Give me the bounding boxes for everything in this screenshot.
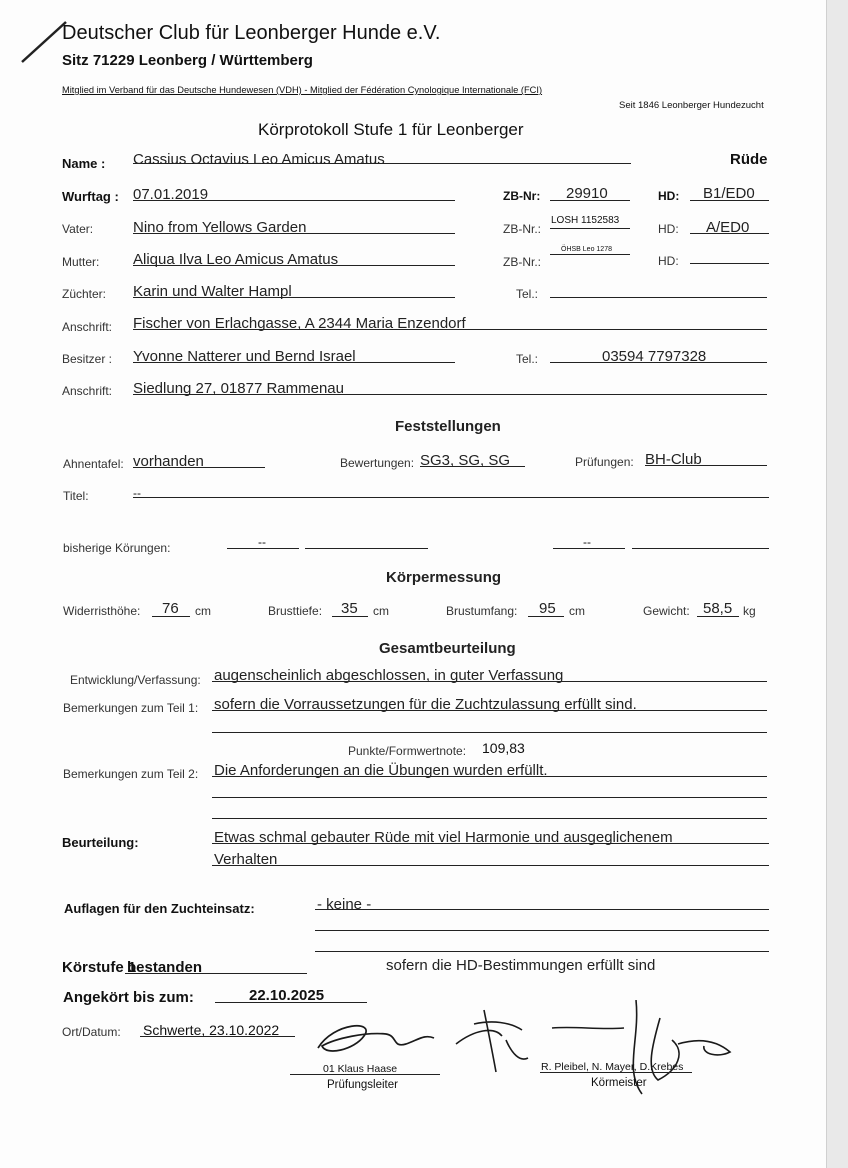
remarks-part2-line-2 <box>212 797 767 798</box>
dog-name: Cassius Octavius Leo Amicus Amatus <box>133 151 385 168</box>
requirements-value: - keine - <box>317 896 372 913</box>
breeder-tel-line <box>550 297 767 298</box>
remarks-part2-line-1 <box>212 776 767 777</box>
chest-depth-unit: cm <box>373 604 389 618</box>
breeder-address: Fischer von Erlachgasse, A 2344 Maria Enzendorf <box>133 315 466 332</box>
previous-line-4 <box>632 548 769 549</box>
breeder-line <box>133 297 455 298</box>
owner-address: Siedlung 27, 01877 Rammenau <box>133 380 344 397</box>
chest-depth-value: 35 <box>341 600 358 617</box>
zb-number: 29910 <box>566 185 608 202</box>
height-unit: cm <box>195 604 211 618</box>
dam-zb-label: ZB-Nr.: <box>503 255 541 269</box>
hd-label: HD: <box>658 189 680 203</box>
owner-name: Yvonne Natterer und Bernd Israel <box>133 348 356 365</box>
remarks-part1-value: sofern die Vorraussetzungen für die Zuchtzulassung erfüllt sind. <box>214 696 637 713</box>
assessment-heading: Gesamtbeurteilung <box>379 640 516 657</box>
signer-1-name: 01 Klaus Haase <box>323 1063 398 1075</box>
whelp-date-line <box>133 200 455 201</box>
evaluation-rule-2 <box>212 865 769 866</box>
previous-line-1 <box>227 548 299 549</box>
dam-zb-line <box>550 254 630 255</box>
requirements-line-1 <box>315 909 769 910</box>
remarks-part1-label: Bemerkungen zum Teil 1: <box>63 701 199 715</box>
measurement-heading: Körpermessung <box>386 569 502 586</box>
requirements-line-3 <box>315 951 769 952</box>
titles-value: -- <box>133 486 141 500</box>
name-line <box>133 163 631 164</box>
breeder-address-line <box>133 329 767 330</box>
document-title: Körprotokoll Stufe 1 für Leonberger <box>258 120 524 139</box>
evaluation-rule-1 <box>212 843 769 844</box>
hd-condition: sofern die HD-Bestimmungen erfüllt sind <box>386 957 656 974</box>
previous-line-3 <box>553 548 625 549</box>
remarks-part2-line-3 <box>212 818 767 819</box>
weight-line <box>697 616 739 617</box>
breeder-label: Züchter: <box>62 287 107 301</box>
breeder-tel-label: Tel.: <box>516 287 539 301</box>
owner-line <box>133 362 455 363</box>
weight-value: 58,5 <box>703 600 733 617</box>
sire-zb-label: ZB-Nr.: <box>503 222 541 236</box>
chest-girth-unit: cm <box>569 604 585 618</box>
name-label: Name : <box>62 156 106 171</box>
dam-hd-label: HD: <box>658 254 679 268</box>
scan-edge <box>826 0 848 1168</box>
chest-depth-line <box>332 616 368 617</box>
development-line <box>212 681 767 682</box>
remarks-part1-line-1 <box>212 710 767 711</box>
titles-line <box>133 497 769 498</box>
weight-unit: kg <box>743 604 756 618</box>
exams-line <box>645 465 767 466</box>
owner-tel-line <box>550 362 767 363</box>
hd-value: B1/ED0 <box>703 185 755 202</box>
sire-zb: LOSH 1152583 <box>551 215 620 226</box>
place-date-line <box>140 1036 295 1037</box>
signer-2-role: Körmeister <box>591 1077 647 1089</box>
previous-koerungen-label: bisherige Körungen: <box>63 541 171 555</box>
height-value: 76 <box>162 600 179 617</box>
koerstufe-line <box>125 973 307 974</box>
zb-line <box>550 200 630 201</box>
ratings-label: Bewertungen: <box>340 456 415 470</box>
points-value: 109,83 <box>482 740 525 756</box>
sire-line <box>133 233 455 234</box>
points-label: Punkte/Formwertnote: <box>348 744 467 758</box>
chest-girth-value: 95 <box>539 600 556 617</box>
evaluation-line-1: Etwas schmal gebauter Rüde mit viel Harmonie und ausgeglichenem <box>214 829 673 846</box>
owner-label: Besitzer : <box>62 352 113 366</box>
remarks-part2-value: Die Anforderungen an die Übungen wurden erfüllt. <box>214 762 548 779</box>
chest-depth-label: Brusttiefe: <box>268 604 323 618</box>
membership-note: Mitglied im Verband für das Deutsche Hundewesen (VDH) - Mitglied der Fédération Cynologique Internationale (FCI) <box>62 85 543 95</box>
height-line <box>152 616 190 617</box>
owner-tel-label: Tel.: <box>516 352 539 366</box>
owner-address-line <box>133 394 767 395</box>
requirements-label: Auflagen für den Zuchteinsatz: <box>64 901 255 916</box>
exams-value: BH-Club <box>645 451 702 468</box>
dam-hd-line <box>690 263 769 264</box>
titles-label: Titel: <box>63 489 89 503</box>
remarks-part1-line-2 <box>212 732 767 733</box>
zb-label: ZB-Nr: <box>503 189 541 203</box>
hd-line <box>690 200 769 201</box>
chest-girth-line <box>528 616 564 617</box>
height-label: Widerristhöhe: <box>63 604 141 618</box>
weight-label: Gewicht: <box>643 604 690 618</box>
ratings-value: SG3, SG, SG <box>420 452 511 469</box>
pedigree-line <box>133 467 265 468</box>
sire-hd-label: HD: <box>658 222 679 236</box>
previous-koerung-1: -- <box>258 535 266 549</box>
pedigree-label: Ahnentafel: <box>63 457 124 471</box>
previous-line-2 <box>305 548 428 549</box>
evaluation-label: Beurteilung: <box>62 835 139 850</box>
club-name: Deutscher Club für Leonberger Hunde e.V. <box>62 22 441 44</box>
sire-hd: A/ED0 <box>706 219 750 236</box>
exams-label: Prüfungen: <box>575 455 634 469</box>
signer-2-names: R. Pleibel, N. Mayer, D.Krebes <box>541 1061 684 1073</box>
licensed-until-label: Angekört bis zum: <box>63 989 194 1006</box>
sire-name: Nino from Yellows Garden <box>133 219 307 236</box>
koerstufe-result: bestanden <box>127 959 203 976</box>
sire-zb-line <box>550 228 630 229</box>
remarks-part2-label: Bemerkungen zum Teil 2: <box>63 767 199 781</box>
breeding-since: Seit 1846 Leonberger Hundezucht <box>619 100 764 111</box>
dam-label: Mutter: <box>62 255 100 269</box>
development-label: Entwicklung/Verfassung: <box>70 673 201 687</box>
whelp-date-label: Wurftag : <box>62 189 119 204</box>
dam-zb: ÖHSB Leo 1278 <box>561 246 612 253</box>
dam-name: Aliqua Ilva Leo Amicus Amatus <box>133 251 339 268</box>
breeder-name: Karin und Walter Hampl <box>133 283 292 300</box>
koerstufe-label: Körstufe 1 <box>62 959 137 976</box>
place-date-value: Schwerte, 23.10.2022 <box>143 1022 280 1038</box>
sire-hd-line <box>690 233 769 234</box>
owner-address-label: Anschrift: <box>62 384 113 398</box>
signer-1-role: Prüfungsleiter <box>327 1079 398 1091</box>
breeder-address-label: Anschrift: <box>62 320 113 334</box>
sire-label: Vater: <box>62 222 94 236</box>
place-date-label: Ort/Datum: <box>62 1025 121 1039</box>
club-seat: Sitz 71229 Leonberg / Württemberg <box>62 52 313 69</box>
requirements-line-2 <box>315 930 769 931</box>
findings-heading: Feststellungen <box>395 418 501 435</box>
ratings-line <box>420 466 525 467</box>
development-value: augenscheinlich abgeschlossen, in guter Verfassung <box>214 667 564 684</box>
sex: Rüde <box>730 151 768 168</box>
dam-line <box>133 265 455 266</box>
whelp-date: 07.01.2019 <box>133 186 209 203</box>
evaluation-line-2: Verhalten <box>214 851 278 868</box>
pedigree-value: vorhanden <box>133 453 204 470</box>
chest-girth-label: Brustumfang: <box>446 604 518 618</box>
licensed-until-date: 22.10.2025 <box>249 987 325 1004</box>
previous-koerung-2: -- <box>583 535 591 549</box>
owner-phone: 03594 7797328 <box>602 348 707 365</box>
